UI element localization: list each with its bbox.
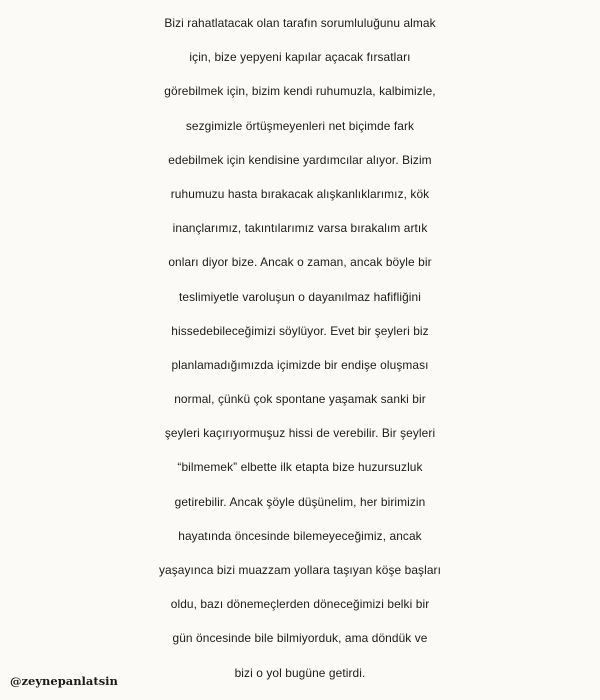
text-line: edebilmek için kendisine yardımcılar alıyor. Bizim xyxy=(168,152,432,167)
text-line: sezgimizle örtüşmeyenleri net biçimde fark xyxy=(185,118,415,133)
text-line: planlamadığımızda içimizde bir endişe oluşması xyxy=(171,357,429,372)
text-line: hayatında öncesinde bilemeyeceğimiz, ancak xyxy=(178,528,422,543)
text-line: yaşayınca bizi muazzam yollara taşıyan köşe başları xyxy=(158,563,441,577)
text-line: görebilmek için, bizim kendi ruhumuzla, kalbimizle, xyxy=(164,84,436,99)
text-line: ruhumuzu hasta bırakacak alışkanlıklarımız, kök xyxy=(170,186,430,201)
text-line: Bizi rahatlatacak olan tarafın sorumluluğunu almak xyxy=(164,16,436,30)
text-line: inançlarımız, takıntılarımız varsa bırakalım artık xyxy=(172,221,428,236)
text-line: normal, çünkü çok spontane yaşamak sanki bir xyxy=(174,392,426,407)
text-line: hissedebileceğimizi söylüyor. Evet bir şeyleri biz xyxy=(171,323,429,338)
text-line: bizi o yol bugüne getirdi. xyxy=(234,665,366,680)
text-line: onları diyor bize. Ancak o zaman, ancak böyle bir xyxy=(168,255,432,270)
text-line: için, bize yepyeni kapılar açacak fırsatları xyxy=(189,50,411,65)
text-line: gün öncesinde bile bilmiyorduk, ama döndük ve xyxy=(172,631,428,646)
text-line: oldu, bazı dönemeçlerden döneceğimizi belki bir xyxy=(170,597,430,612)
text-line: şeyleri kaçırıyormuşuz hissi de verebilir. Bir şeyleri xyxy=(164,426,436,441)
post-body-text xyxy=(0,6,600,690)
author-handle: @zeynepanlatsin xyxy=(10,674,118,688)
text-line: “bilmemek” elbette ilk etapta bize huzursuzluk xyxy=(177,460,423,475)
text-line: getirebilir. Ancak şöyle düşünelim, her birimizin xyxy=(174,494,426,509)
text-line: teslimiyetle varoluşun o dayanılmaz hafifliğini xyxy=(179,289,421,304)
